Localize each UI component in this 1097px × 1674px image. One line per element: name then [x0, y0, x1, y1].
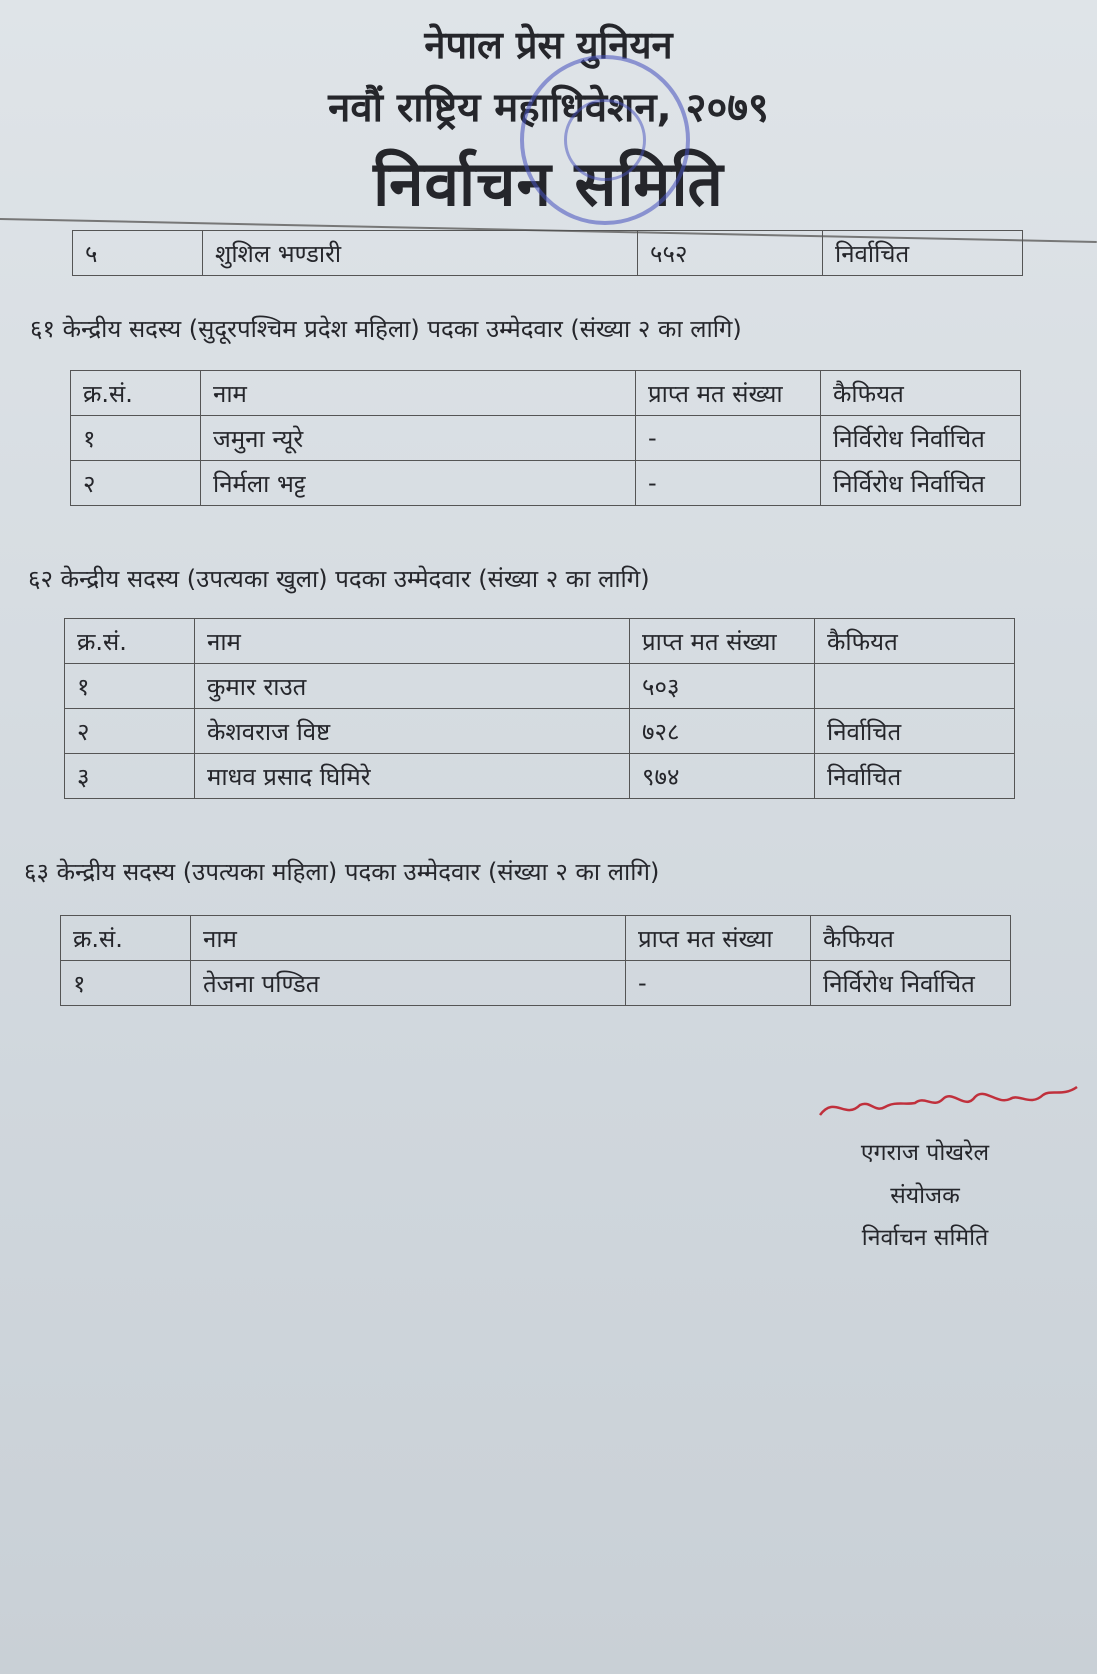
cell-name: केशवराज विष्ट [195, 709, 630, 754]
table-section-63 [60, 915, 1011, 1006]
cell-remarks: निर्वाचित [815, 709, 1015, 754]
cell-name: निर्मला भट्ट [201, 461, 636, 506]
table-previous-section [72, 230, 1023, 276]
handwritten-signature [815, 1075, 1085, 1135]
cell-votes: ७२८ [630, 709, 815, 754]
cell-votes: - [626, 961, 811, 1006]
section-61-title: ६१ केन्द्रीय सदस्य (सुदूरपश्चिम प्रदेश महिला) पदका उम्मेदवार (संख्या २ का लागि) [30, 315, 742, 343]
header-votes: प्राप्त मत संख्या [630, 619, 815, 664]
header-remarks: कैफियत [821, 371, 1021, 416]
cell-name: तेजना पण्डित [191, 961, 626, 1006]
cell-serial: १ [71, 416, 201, 461]
seal-stamp-icon [520, 55, 690, 225]
cell-name: माधव प्रसाद घिमिरे [195, 754, 630, 799]
signatory-name: एगराज पोखरेल [860, 1140, 990, 1166]
cell-votes: ५५२ [638, 231, 823, 276]
committee-title: निर्वाचन समिति [373, 147, 724, 220]
table-header-row [71, 371, 1021, 416]
cell-name: कुमार राउत [195, 664, 630, 709]
header-name: नाम [191, 916, 626, 961]
cell-name: शुशिल भण्डारी [203, 231, 638, 276]
header-name: नाम [195, 619, 630, 664]
cell-serial: १ [65, 664, 195, 709]
cell-remarks [815, 664, 1015, 709]
header-votes: प्राप्त मत संख्या [636, 371, 821, 416]
cell-serial: २ [65, 709, 195, 754]
cell-remarks: निर्विरोध निर्वाचित [821, 416, 1021, 461]
header-remarks: कैफियत [811, 916, 1011, 961]
table-header-row [61, 916, 1011, 961]
cell-remarks: निर्वाचित [823, 231, 1023, 276]
header-remarks: कैफियत [815, 619, 1015, 664]
table-section-61 [70, 370, 1021, 506]
table-row [65, 709, 1015, 754]
table-header-row [65, 619, 1015, 664]
cell-serial: १ [61, 961, 191, 1006]
organization-name: नेपाल प्रेस युनियन [424, 23, 673, 67]
cell-votes: ५०३ [630, 664, 815, 709]
cell-votes: ९७४ [630, 754, 815, 799]
header-serial: क्र.सं. [71, 371, 201, 416]
cell-remarks: निर्वाचित [815, 754, 1015, 799]
cell-remarks: निर्विरोध निर्वाचित [811, 961, 1011, 1006]
section-62-title: ६२ केन्द्रीय सदस्य (उपत्यका खुला) पदका उम्मेदवार (संख्या २ का लागि) [28, 565, 650, 593]
signatory-role: संयोजक [890, 1183, 960, 1209]
cell-name: जमुना न्यूरे [201, 416, 636, 461]
cell-votes: - [636, 461, 821, 506]
table-row [65, 664, 1015, 709]
cell-serial: २ [71, 461, 201, 506]
table-row [61, 961, 1011, 1006]
cell-serial: ३ [65, 754, 195, 799]
cell-votes: - [636, 416, 821, 461]
header-name: नाम [201, 371, 636, 416]
header-serial: क्र.सं. [61, 916, 191, 961]
table-row [71, 461, 1021, 506]
table-row [73, 231, 1023, 276]
section-63-title: ६३ केन्द्रीय सदस्य (उपत्यका महिला) पदका उम्मेदवार (संख्या २ का लागि) [24, 858, 660, 886]
header-votes: प्राप्त मत संख्या [626, 916, 811, 961]
header-serial: क्र.सं. [65, 619, 195, 664]
table-section-62 [64, 618, 1015, 799]
table-row [65, 754, 1015, 799]
table-row [71, 416, 1021, 461]
cell-remarks: निर्विरोध निर्वाचित [821, 461, 1021, 506]
cell-serial: ५ [73, 231, 203, 276]
signatory-committee: निर्वाचन समिति [861, 1225, 989, 1251]
convention-title: नवौं राष्ट्रिय महाधिवेशन, २०७९ [328, 85, 769, 131]
